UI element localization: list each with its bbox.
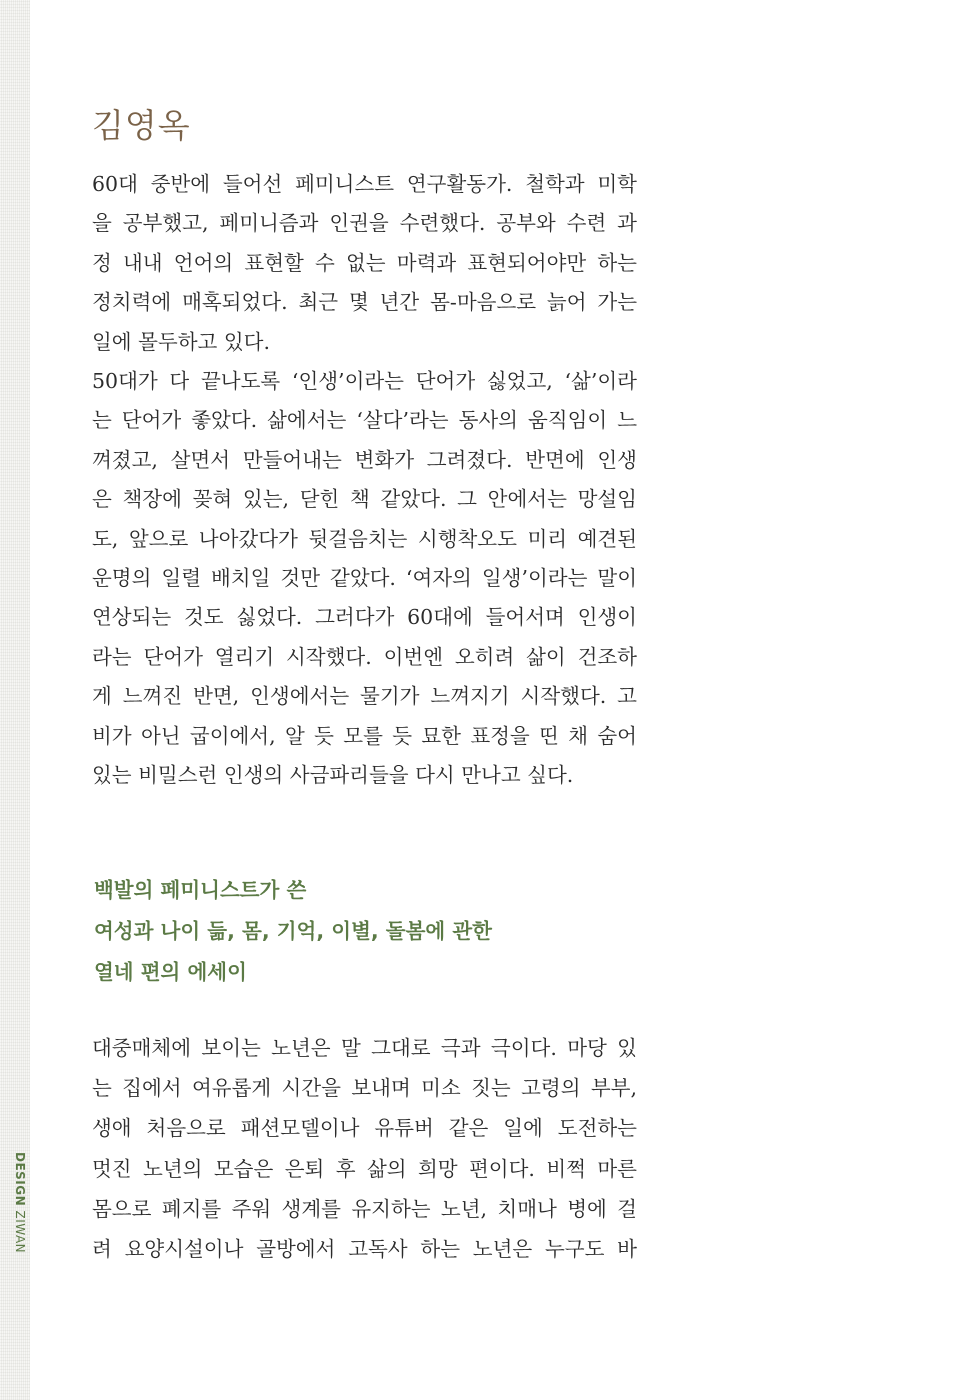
- design-credit: [13, 1152, 27, 1253]
- bio-line: 도, 앞으로 나아갔다가 뒷걸음치는 시행착오도 미리 예견된: [92, 526, 637, 551]
- tagline-line: 백발의 페미니스트가 쓴: [94, 878, 307, 902]
- bio-line: 50대가 다 끝나도록 ‘인생’이라는 단어가 싫었고, ‘삶’이라: [92, 369, 637, 394]
- bio-line: 비가 아닌 굽이에서, 알 듯 모를 듯 묘한 표정을 띤 채 숨어: [92, 723, 637, 748]
- excerpt-line: 대중매체에 보이는 노년은 말 그대로 극과 극이다. 마당 있: [92, 1036, 637, 1060]
- bio-line: 정 내내 언어의 표현할 수 없는 마력과 표현되어야만 하는: [92, 250, 637, 275]
- excerpt-line: 생애 처음으로 패션모델이나 유튜버 같은 일에 도전하는: [92, 1116, 637, 1141]
- bio-line: 라는 단어가 열리기 시작했다. 이번엔 오히려 삶이 건조하: [92, 644, 637, 669]
- excerpt-line: 몸으로 폐지를 주워 생계를 유지하는 노년, 치매나 병에 걸: [92, 1196, 637, 1221]
- bio-line: 연상되는 것도 싫었다. 그러다가 60대에 들어서며 인생이: [92, 605, 637, 630]
- bio-line: 60대 중반에 들어선 페미니스트 연구활동가. 철학과 미학: [92, 172, 637, 196]
- bio-paragraph-2: [92, 362, 637, 795]
- author-name: 김영옥: [92, 106, 191, 145]
- excerpt-line: 려 요양시설이나 골방에서 고독사 하는 노년은 누구도 바: [92, 1237, 637, 1262]
- bio-line: 일에 몰두하고 있다.: [92, 329, 270, 354]
- bio-paragraph-1: [92, 165, 637, 362]
- bio-line: 있는 비밀스런 인생의 사금파리들을 다시 만나고 싶다.: [92, 763, 574, 788]
- book-tagline: [94, 870, 492, 993]
- tagline-line: 열네 편의 에세이: [94, 960, 247, 984]
- design-credit-regular: ZIWAN: [13, 1210, 27, 1254]
- design-credit-bold: DESIGN: [13, 1152, 27, 1207]
- bio-line: 는 단어가 좋았다. 삶에서는 ‘살다’라는 동사의 움직임이 느: [92, 408, 637, 433]
- book-excerpt: [92, 1028, 637, 1269]
- bio-line: 은 책장에 꽂혀 있는, 닫힌 책 같았다. 그 안에서는 망설임: [92, 487, 637, 512]
- tagline-line: 여성과 나이 듦, 몸, 기억, 이별, 돌봄에 관한: [94, 919, 492, 943]
- author-bio: [92, 165, 637, 796]
- bio-line: 정치력에 매혹되었다. 최근 몇 년간 몸-마음으로 늙어 가는: [92, 290, 637, 315]
- excerpt-line: 는 집에서 여유롭게 시간을 보내며 미소 짓는 고령의 부부,: [92, 1076, 637, 1101]
- bio-line: 껴졌고, 살면서 만들어내는 변화가 그려졌다. 반면에 인생: [92, 447, 637, 472]
- bio-line: 운명의 일렬 배치일 것만 같았다. ‘여자의 일생’이라는 말이: [92, 566, 637, 591]
- bio-line: 을 공부했고, 페미니즘과 인권을 수련했다. 공부와 수련 과: [92, 211, 637, 236]
- excerpt-line: 멋진 노년의 모습은 은퇴 후 삶의 희망 편이다. 비쩍 마른: [92, 1156, 637, 1181]
- bio-line: 게 느껴진 반면, 인생에서는 물기가 느껴지기 시작했다. 고: [92, 684, 637, 709]
